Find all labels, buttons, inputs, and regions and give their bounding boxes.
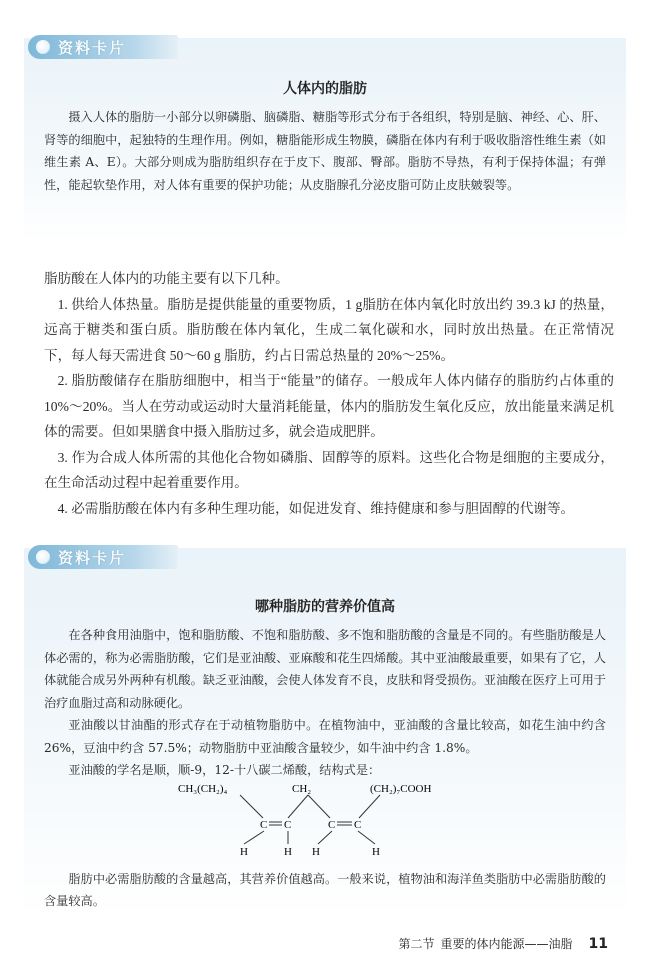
list-item: 2. 脂肪酸储存在脂肪细胞中，相当于“能量”的储存。一般成年人体内储存的脂肪约占体重的 10%～20%。当人在劳动或运动时大量消耗能量，体内的脂肪发生氧化反应，放出能量来满足机体的需要。但如果膳食中摄入脂肪过多，就会造成肥胖。 xyxy=(44,373,614,439)
card-2-paragraph: 亚油酸以甘油酯的形式存在于动植物脂肪中。在植物油中，亚油酸的含量比较高，如花生油中约含 26%，豆油中约含 57.5%；动物脂肪中亚油酸含量较少，如牛油中约含 1.8%。 xyxy=(44,718,606,755)
main-text xyxy=(44,266,614,521)
card-2-title: 哪种脂肪的营养价值高 xyxy=(255,599,395,615)
page-number: 11 xyxy=(588,936,608,952)
formula-carbon: C xyxy=(284,819,292,831)
list-item: 4. 必需脂肪酸在体内有多种生理功能，如促进发育、维持健康和参与胆固醇的代谢等。 xyxy=(57,500,575,516)
card-2-header-label: 资料卡片 xyxy=(58,548,127,567)
bond-line xyxy=(240,795,263,818)
formula-right-group: (CH₂)₇COOH xyxy=(370,783,432,795)
formula-carbon: C xyxy=(328,819,336,831)
list-item: 3. 作为合成人体所需的其他化合物如磷脂、固醇等的原料。这些化合物是细胞的主要成分，在生命活动过程中起着重要作用。 xyxy=(44,449,614,490)
list-item: 1. 供给人体热量。脂肪是提供能量的重要物质，1 g脂肪在体内氧化时放出约 39.3 kJ 的热量，远高于糖类和蛋白质。脂肪酸在体内氧化，生成二氧化碳和水，同时放出热量。在正常情况下，每人每天需进食 50～60 g 脂肪，约占日需总热量的 20%～25%。 xyxy=(44,296,614,363)
formula-carbon: C xyxy=(354,819,362,831)
card-2-paragraph: 在各种食用油脂中，饱和脂肪酸、不饱和脂肪酸、多不饱和脂肪酸的含量是不同的。有些脂肪酸是人体必需的，称为必需脂肪酸，它们是亚油酸、亚麻酸和花生四烯酸。其中亚油酸最重要，如果有了它，人体就能合成另外两种有机酸。缺乏亚油酸，会使人体发育不良，皮肤和肾受损伤。亚油酸在医疗上可用于治疗血脂过高和动脉硬化。 xyxy=(44,628,606,710)
bond-line xyxy=(308,795,330,818)
card-2-paragraph: 亚油酸的学名是顺，顺-9，12-十八碳二烯酸，结构式是： xyxy=(68,763,381,777)
bond-line xyxy=(358,831,375,844)
bond-line xyxy=(244,831,264,844)
info-card-1 xyxy=(24,38,626,243)
intro-paragraph: 脂肪酸在人体内的功能主要有以下几种。 xyxy=(44,271,289,286)
info-card-2 xyxy=(24,548,626,918)
bond-line xyxy=(359,795,380,818)
formula-left-group: CH₃(CH₂)₄ xyxy=(178,783,228,795)
footer-section: 第二节 xyxy=(398,937,435,951)
page-footer xyxy=(398,935,608,952)
card-1-header xyxy=(28,35,178,59)
card-1-title: 人体内的脂肪 xyxy=(283,81,367,97)
card-1-header-label: 资料卡片 xyxy=(58,38,127,57)
bullet-circle-icon xyxy=(36,40,50,54)
formula-carbon: C xyxy=(260,819,268,831)
bullet-circle-icon xyxy=(36,550,50,564)
footer-title: 重要的体内能源——油脂 xyxy=(440,937,573,951)
card-2-header xyxy=(28,545,178,569)
card-2-paragraph: 脂肪中必需脂肪酸的含量越高，其营养价值越高。一般来说，植物油和海洋鱼类脂肪中必需脂肪酸的含量较高。 xyxy=(44,871,606,908)
formula-hydrogen: H xyxy=(312,846,320,858)
formula-hydrogen: H xyxy=(284,846,292,858)
formula-hydrogen: H xyxy=(372,846,380,858)
bond-line xyxy=(318,831,332,844)
card-1-paragraph: 摄入人体的脂肪一小部分以卵磷脂、脑磷脂、糖脂等形式分布于各组织，特别是脑、神经、心、肝、肾等的细胞中，起独特的生理作用。例如，糖脂能形成生物膜，磷脂在体内有利于吸收脂溶性维生素（如维生素 A、E）。大部分则成为脂肪组织存在于皮下、腹部、臀部。脂肪不导热，有利于保持体温；有弹性，能起软垫作用，对人体有重要的保护功能；从皮脂腺孔分泌皮脂可防止皮肤皴裂等。 xyxy=(44,110,606,192)
formula-hydrogen: H xyxy=(240,846,248,858)
bond-line xyxy=(288,795,308,818)
formula-middle-group: CH₂ xyxy=(292,783,312,795)
linoleic-acid-structural-formula xyxy=(170,778,480,858)
